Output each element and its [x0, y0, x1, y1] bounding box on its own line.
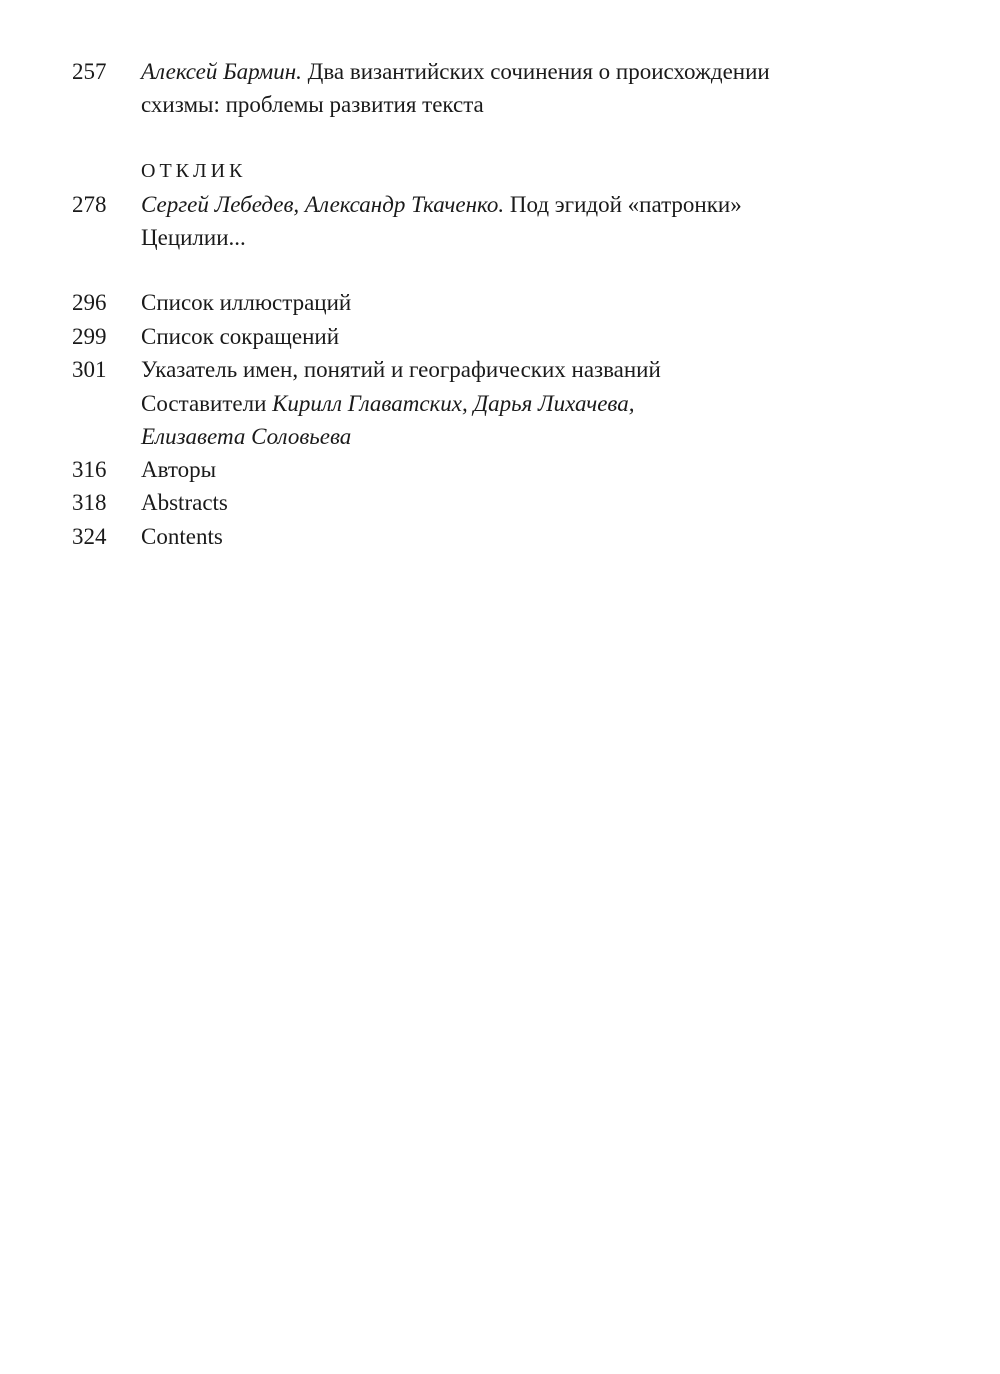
page-number: 318	[72, 490, 107, 515]
page-number: 299	[72, 324, 107, 349]
title: Под эгидой «патронки»	[504, 192, 742, 217]
toc-entry-title	[141, 188, 742, 221]
author: Сергей Лебедев, Александр Ткаченко.	[141, 192, 505, 217]
page-number: 296	[72, 290, 107, 315]
toc-entry-title: Abstracts	[141, 490, 228, 515]
toc-entry-title-cont: схизмы: проблемы развития текста	[141, 92, 484, 117]
compilers-cont	[141, 420, 351, 453]
toc-entry-title: Список иллюстраций	[141, 290, 352, 315]
toc-entry-title-cont: Цецилии...	[141, 225, 246, 250]
compilers-label: Составители	[141, 391, 273, 416]
compilers	[141, 387, 634, 420]
title: Два византийских сочинения о происхождении	[301, 59, 770, 84]
page-number: 316	[72, 457, 107, 482]
page-number: 301	[72, 357, 107, 382]
toc-entry-title: Contents	[141, 524, 223, 549]
compilers-names: Елизавета Соловьева	[141, 424, 352, 449]
toc-entry-title: Список сокращений	[141, 324, 340, 349]
author: Алексей Бармин.	[141, 59, 302, 84]
compilers-names: Кирилл Главатских, Дарья Лихачева,	[272, 391, 635, 416]
toc-entry-title: Указатель имен, понятий и географических названий	[141, 357, 661, 382]
page-number: 278	[72, 192, 107, 217]
page-number: 324	[72, 524, 107, 549]
page-number: 257	[72, 59, 107, 84]
section-heading: ОТКЛИК	[141, 160, 247, 182]
toc-entry-title	[141, 55, 770, 88]
toc-entry-title: Авторы	[141, 457, 217, 482]
